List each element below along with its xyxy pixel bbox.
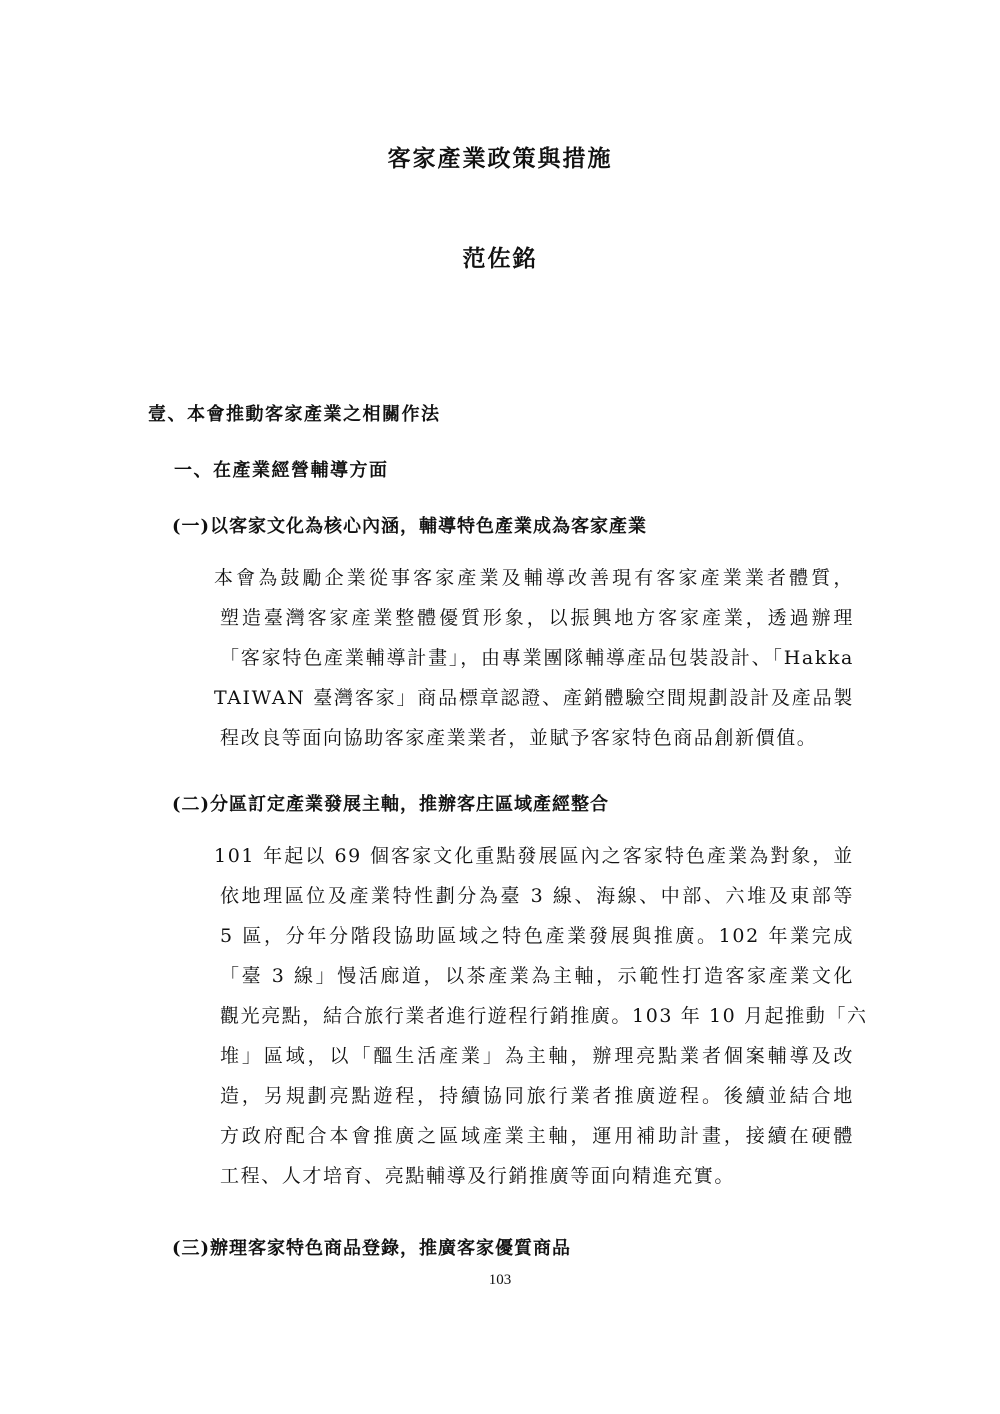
paragraph-line: 依地理區位及產業特性劃分為臺 3 線、海線、中部、六堆及東部等	[220, 885, 854, 907]
paragraph-line: 方政府配合本會推廣之區域產業主軸，運用補助計畫，接續在硬體	[220, 1125, 854, 1147]
document-title: 客家產業政策與措施	[387, 145, 613, 172]
paragraph-line: 「臺 3 線」慢活廊道，以茶產業為主軸，示範性打造客家產業文化	[220, 965, 854, 987]
paragraph-line: 塑造臺灣客家產業整體優質形象，以振興地方客家產業，透過辦理	[220, 607, 854, 629]
section-heading-3: (三)辦理客家特色商品登錄，推廣客家優質商品	[172, 1238, 572, 1259]
paragraph-line: 「客家特色產業輔導計畫」，由專業團隊輔導產品包裝設計、「Hakka	[220, 647, 854, 669]
section-paragraph-2	[214, 836, 868, 1196]
paragraph-line: 造，另規劃亮點遊程，持續協同旅行業者推廣遊程。後續並結合地	[220, 1085, 854, 1107]
paragraph-line: 觀光亮點，結合旅行業者進行遊程行銷推廣。103 年 10 月起推動「六	[220, 1005, 868, 1027]
heading-level-2: 一、在產業經營輔導方面	[174, 460, 389, 481]
paragraph-line: 5 區，分年分階段協助區域之特色產業發展與推廣。102 年業完成	[220, 925, 854, 947]
section-heading-1: (一)以客家文化為核心內涵，輔導特色產業成為客家產業	[172, 516, 648, 537]
section-heading-2: (二)分區訂定產業發展主軸，推辦客庄區域產經整合	[172, 794, 610, 815]
paragraph-line: 101 年起以 69 個客家文化重點發展區內之客家特色產業為對象，並	[214, 845, 854, 867]
heading-level-1: 壹、本會推動客家產業之相關作法	[148, 404, 441, 425]
author-name: 范佐銘	[462, 245, 538, 272]
paragraph-line: 工程、人才培育、亮點輔導及行銷推廣等面向精進充實。	[220, 1165, 736, 1187]
paragraph-line: 本會為鼓勵企業從事客家產業及輔導改善現有客家產業業者體質，	[214, 567, 854, 589]
page-number: 103	[488, 1272, 512, 1288]
paragraph-line: TAIWAN 臺灣客家」商品標章認證、產銷體驗空間規劃設計及產品製	[214, 687, 854, 709]
paragraph-line: 程改良等面向協助客家產業業者，並賦予客家特色商品創新價值。	[220, 727, 818, 749]
section-paragraph-1	[214, 558, 854, 758]
paragraph-line: 堆」區域，以「醞生活產業」為主軸，辦理亮點業者個案輔導及改	[220, 1045, 854, 1067]
